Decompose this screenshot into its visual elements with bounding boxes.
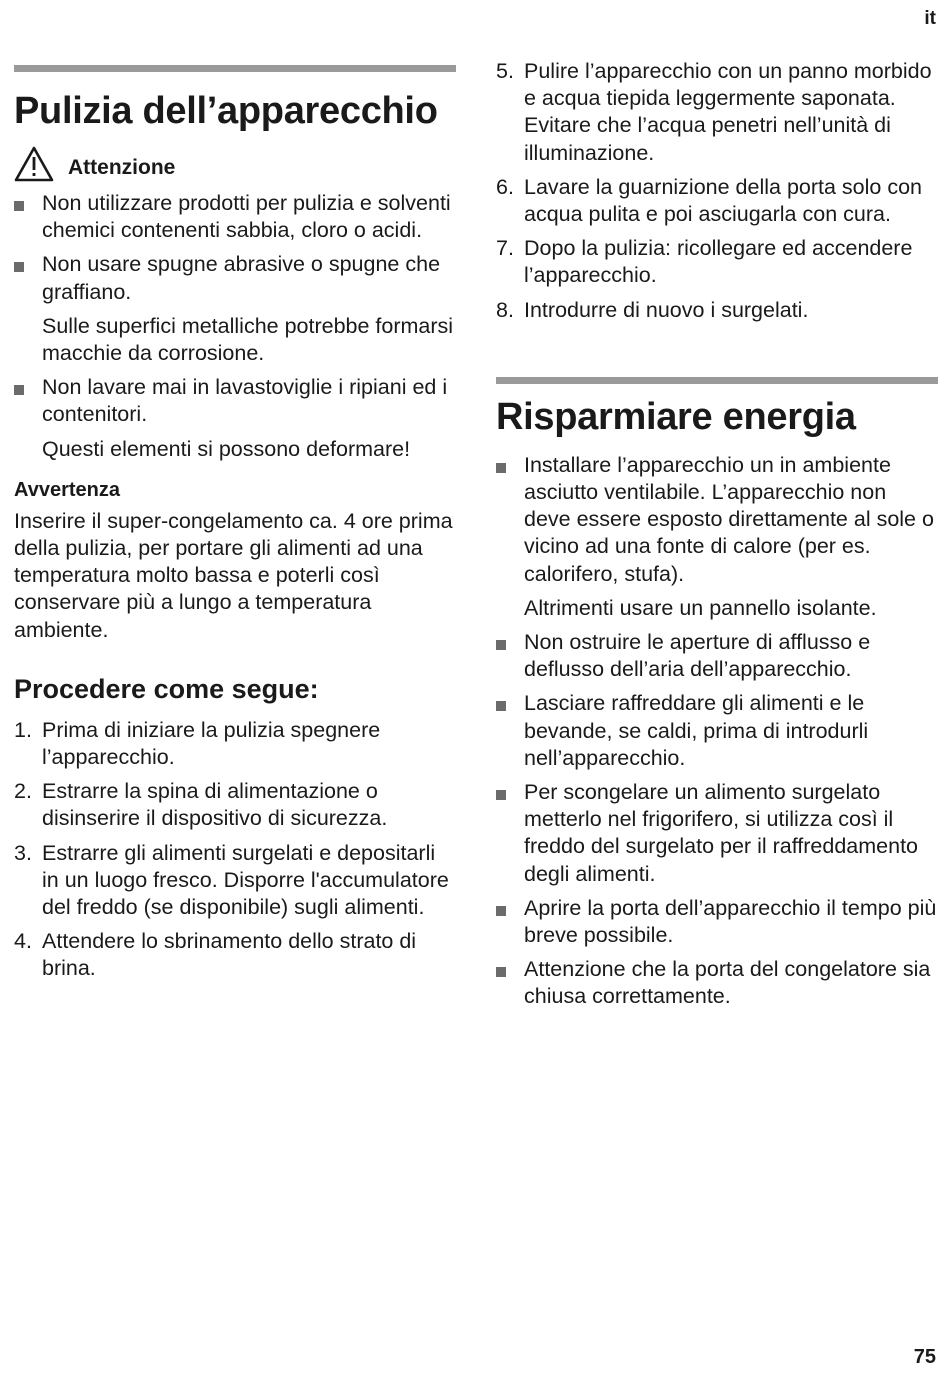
energy-tips-list <box>496 452 938 588</box>
section-title-cleaning: Pulizia dell’apparecchio <box>14 90 438 132</box>
bullet-square-icon <box>496 701 506 711</box>
bullet-square-icon <box>496 906 506 916</box>
bullet-square-icon <box>496 640 506 650</box>
procedure-steps <box>14 717 456 983</box>
step-item: 8. Introdurre di nuovo i surgelati. <box>496 297 809 322</box>
list-item: Non ostruire le aperture di afflusso e deflusso dell’aria dell’apparecchio. <box>496 629 938 683</box>
list-item-note: Altrimenti usare un pannello isolante. <box>524 595 877 620</box>
bullet-square-icon <box>496 967 506 977</box>
bullet-square-icon <box>496 463 506 473</box>
bullet-square-icon <box>14 201 24 211</box>
procedure-steps-continued <box>496 58 938 324</box>
bullet-square-icon <box>14 385 24 395</box>
list-item-note: Questi elementi si possono deformare! <box>42 436 411 461</box>
list-item: Non utilizzare prodotti per pulizia e solventi chemici contenenti sabbia, cloro o acidi. <box>14 190 456 244</box>
step-item: 7. Dopo la pulizia: ricollegare ed accendere l’apparecchio. <box>496 236 913 288</box>
list-item: Aprire la porta dell’apparecchio il tempo più breve possibile. <box>496 895 938 949</box>
warning-header <box>14 146 456 182</box>
step-item: 6. Lavare la guarnizione della porta solo con acqua pulita e poi asciugarla con cura. <box>496 174 923 227</box>
notice-text: Inserire il super-congelamento ca. 4 ore prima della pulizia, per portare gli alimenti ad una temperatura molto bassa e poterli così conservare più a lungo a temperatura ambiente. <box>14 508 453 642</box>
section-divider <box>496 377 938 384</box>
bullet-square-icon <box>496 790 506 800</box>
list-item-note: Sulle superfici metalliche potrebbe formarsi macchie da corrosione. <box>42 313 454 366</box>
warning-label: Attenzione <box>68 156 176 179</box>
notice-title: Avvertenza <box>14 478 120 501</box>
right-column <box>496 58 938 1018</box>
list-item: Installare l’apparecchio un in ambiente asciutto ventilabile. L’apparecchio non deve essere esposto direttamente al sole o vicino ad una fonte di calore (per es. calorifero, stufa). <box>496 452 938 588</box>
left-column <box>14 58 456 990</box>
section-divider <box>14 65 456 72</box>
list-item: Lasciare raffreddare gli alimenti e le bevande, se caldi, prima di introdurli nell’apparecchio. <box>496 690 938 772</box>
step-item: 4. Attendere lo sbrinamento dello strato di brina. <box>14 929 417 981</box>
language-code: it <box>924 8 936 29</box>
list-item: Non lavare mai in lavastoviglie i ripiani ed i contenitori. <box>14 374 456 428</box>
warning-list <box>14 374 456 428</box>
section-title-energy: Risparmiare energia <box>496 395 856 438</box>
step-item: 1. Prima di iniziare la pulizia spegnere l’apparecchio. <box>14 717 381 770</box>
bullet-square-icon <box>14 262 24 272</box>
step-item: 3. Estrarre gli alimenti surgelati e depositarli in un luogo fresco. Disporre l'accumulatore del freddo (se disponibile) sugli alimenti. <box>14 840 449 920</box>
warning-triangle-icon <box>14 146 54 182</box>
list-item: Attenzione che la porta del congelatore sia chiusa correttamente. <box>496 956 938 1010</box>
warning-list <box>14 190 456 306</box>
list-item: Non usare spugne abrasive o spugne che graffiano. <box>14 251 456 305</box>
list-item: Per scongelare un alimento surgelato metterlo nel frigorifero, si utilizza così il freddo del surgelato per il raffreddamento degli alimenti. <box>496 779 938 888</box>
step-item: 2. Estrarre la spina di alimentazione o disinserire il dispositivo di sicurezza. <box>14 779 388 831</box>
page-number: 75 <box>913 1346 936 1368</box>
energy-tips-list <box>496 629 938 1011</box>
procedure-title: Procedere come segue: <box>14 673 319 704</box>
step-item: 5. Pulire l’apparecchio con un panno morbido e acqua tiepida leggermente saponata. Evitare che l’acqua penetri nell’unità di illuminazione. <box>496 59 932 165</box>
